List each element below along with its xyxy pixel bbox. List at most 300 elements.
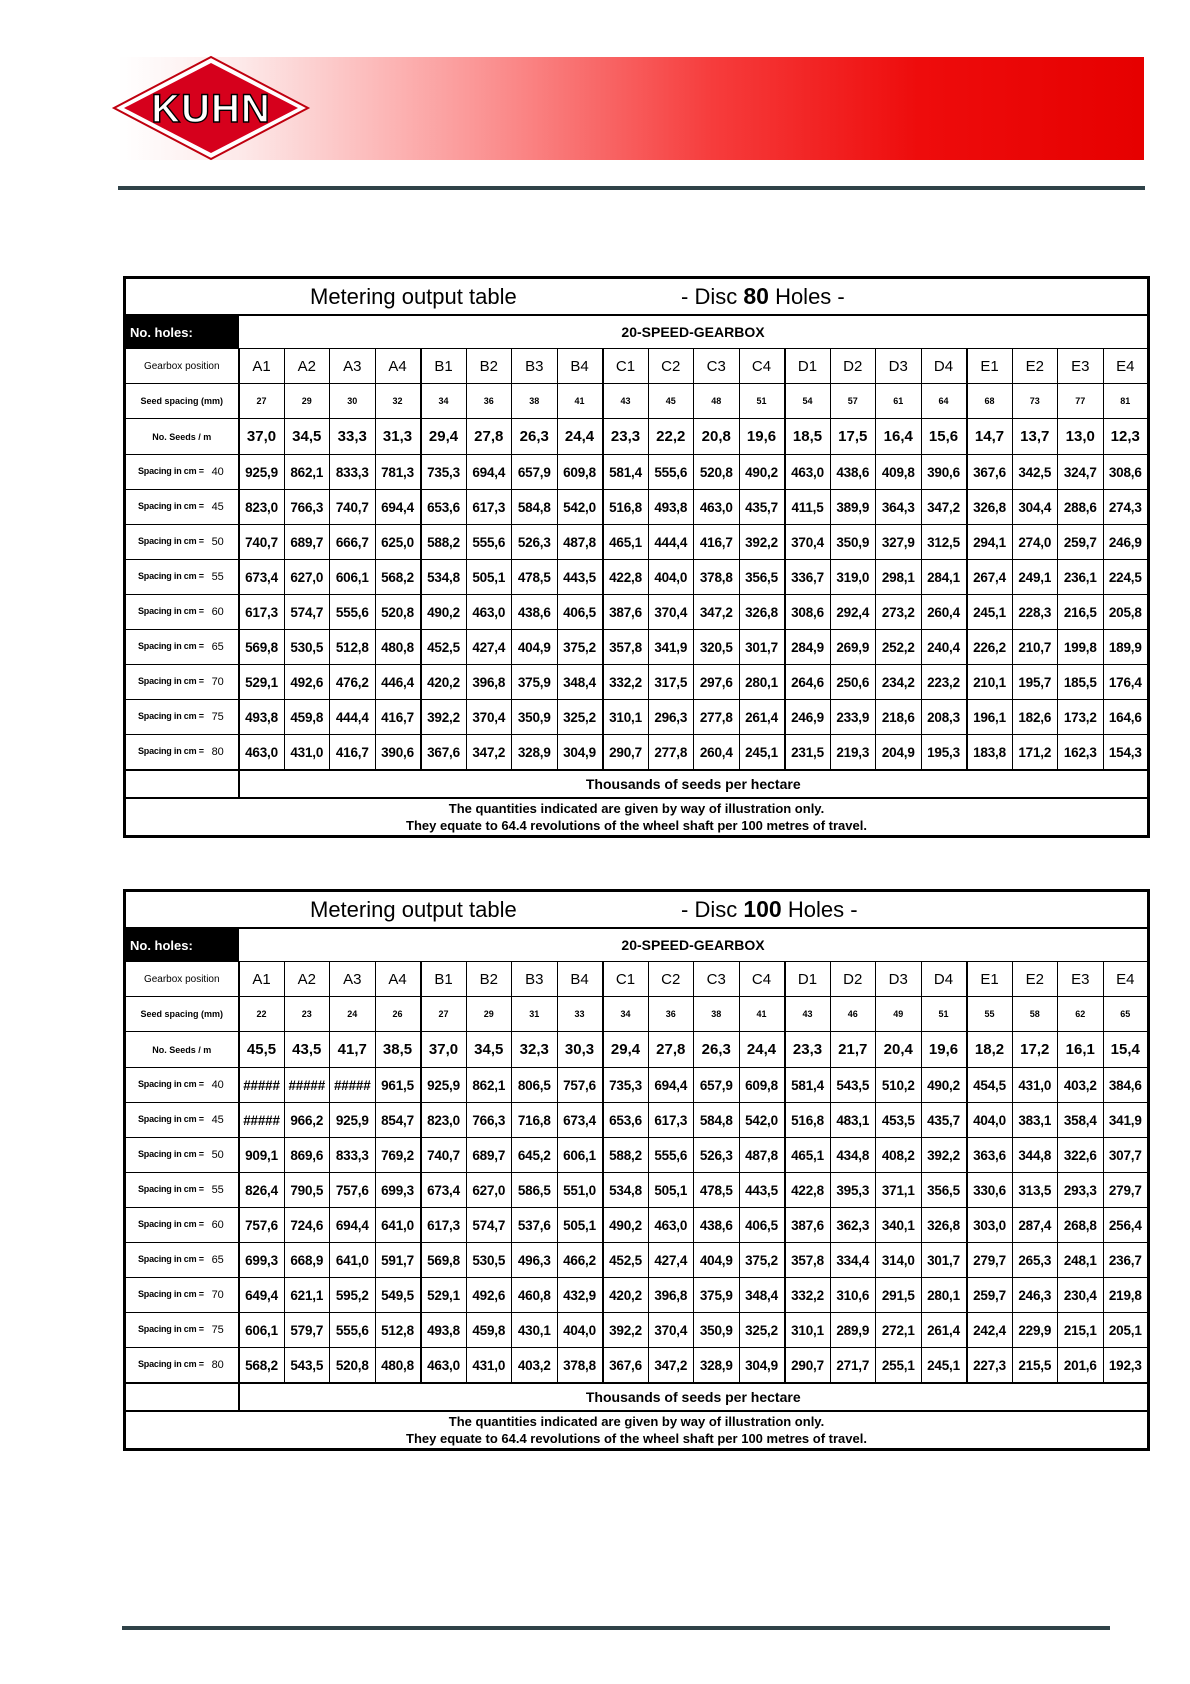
- data-cell: 549,5: [375, 1278, 421, 1313]
- data-cell: 735,3: [603, 1068, 649, 1103]
- gearbox-position-row-cell: B4: [557, 962, 603, 997]
- data-cell: 284,9: [785, 630, 831, 665]
- spacing-cm-label: [125, 560, 239, 595]
- data-cell: 505,1: [466, 560, 512, 595]
- table-row: [125, 525, 1149, 560]
- data-cell: 520,8: [330, 1348, 376, 1384]
- disc-number: 100: [743, 896, 782, 922]
- data-cell: 250,6: [830, 665, 876, 700]
- spacing-cm-value: 70: [211, 676, 224, 688]
- seeds-per-m-row-cell: 33,3: [330, 419, 376, 455]
- seeds-per-m-row-cell: 41,7: [330, 1032, 376, 1068]
- seed-spacing-row-cell: 22: [239, 997, 285, 1032]
- seed-spacing-row-cell: 62: [1058, 997, 1104, 1032]
- data-cell: 271,7: [830, 1348, 876, 1384]
- seeds-per-m-row-cell: 32,3: [512, 1032, 558, 1068]
- data-cell: 294,1: [967, 525, 1013, 560]
- data-cell: 444,4: [648, 525, 694, 560]
- data-cell: 766,3: [284, 490, 330, 525]
- data-cell: 392,2: [921, 1138, 967, 1173]
- data-cell: 465,1: [603, 525, 649, 560]
- seed-spacing-row-cell: 65: [1103, 997, 1149, 1032]
- spacing-cm-value: 65: [211, 641, 224, 653]
- data-cell: 291,5: [876, 1278, 922, 1313]
- data-cell: 164,6: [1103, 700, 1149, 735]
- data-cell: 673,4: [557, 1103, 603, 1138]
- data-cell: 195,7: [1012, 665, 1058, 700]
- data-cell: 389,9: [830, 490, 876, 525]
- data-cell: 228,3: [1012, 595, 1058, 630]
- title-row: [125, 278, 1149, 316]
- data-cell: 694,4: [330, 1208, 376, 1243]
- spacing-cm-value: 55: [211, 1184, 224, 1196]
- spacing-cm-label: [125, 1348, 239, 1384]
- data-cell: 395,3: [830, 1173, 876, 1208]
- data-cell: 699,3: [375, 1173, 421, 1208]
- data-cell: 347,2: [921, 490, 967, 525]
- seeds-per-m-row-cell: 31,3: [375, 419, 421, 455]
- seeds-per-m-row-cell: 12,3: [1103, 419, 1149, 455]
- data-cell: 568,2: [375, 560, 421, 595]
- gearbox-position-row-cell: A3: [330, 962, 376, 997]
- data-cell: 909,1: [239, 1138, 285, 1173]
- seed-spacing-row-cell: 29: [284, 384, 330, 419]
- data-cell: 248,1: [1058, 1243, 1104, 1278]
- seeds-per-m-row-cell: 23,3: [603, 419, 649, 455]
- data-cell: 387,6: [603, 595, 649, 630]
- data-cell: 246,9: [785, 700, 831, 735]
- data-cell: 463,0: [239, 735, 285, 771]
- seed-spacing-row-cell: 41: [557, 384, 603, 419]
- data-cell: 357,8: [603, 630, 649, 665]
- data-cell: 205,8: [1103, 595, 1149, 630]
- data-cell: 416,7: [694, 525, 740, 560]
- holes-value: 80: [238, 324, 254, 340]
- data-cell: 255,1: [876, 1348, 922, 1384]
- data-cell: 463,0: [421, 1348, 467, 1384]
- data-cell: 326,8: [921, 1208, 967, 1243]
- data-cell: 512,8: [330, 630, 376, 665]
- gearbox-position-row-cell: B1: [421, 349, 467, 384]
- data-cell: 555,6: [330, 1313, 376, 1348]
- data-cell: 223,2: [921, 665, 967, 700]
- data-cell: 740,7: [239, 525, 285, 560]
- gearbox-position-row-cell: A4: [375, 349, 421, 384]
- seed-spacing-row-cell: 45: [648, 384, 694, 419]
- data-cell: 240,4: [921, 630, 967, 665]
- data-cell: 435,7: [921, 1103, 967, 1138]
- seed-spacing-row-cell: 61: [876, 384, 922, 419]
- units-label: Thousands of seeds per hectare: [239, 770, 1149, 798]
- spacing-cm-label: [125, 455, 239, 490]
- data-cell: 420,2: [421, 665, 467, 700]
- data-cell: 218,6: [876, 700, 922, 735]
- gearbox-position-row-cell: D3: [876, 349, 922, 384]
- data-cell: 304,9: [557, 735, 603, 771]
- data-cell: 303,0: [967, 1208, 1013, 1243]
- spacing-prefix: Spacing in cm =: [138, 1184, 204, 1194]
- data-cell: 229,9: [1012, 1313, 1058, 1348]
- seeds-per-m-row-cell: 15,6: [921, 419, 967, 455]
- data-cell: 269,9: [830, 630, 876, 665]
- data-cell: 493,8: [239, 700, 285, 735]
- data-cell: 176,4: [1103, 665, 1149, 700]
- seeds-per-m-row-cell: 38,5: [375, 1032, 421, 1068]
- data-cell: 272,1: [876, 1313, 922, 1348]
- data-cell: 427,4: [466, 630, 512, 665]
- data-cell: 242,4: [967, 1313, 1013, 1348]
- table-row: [125, 630, 1149, 665]
- data-cell: 341,9: [1103, 1103, 1149, 1138]
- seed-spacing-row-cell: 51: [739, 384, 785, 419]
- note-cell: [125, 798, 1149, 837]
- gearbox-position-row-cell: E4: [1103, 349, 1149, 384]
- data-cell: 304,9: [739, 1348, 785, 1384]
- table-row: [125, 1278, 1149, 1313]
- data-cell: 653,6: [421, 490, 467, 525]
- table-row: [125, 1208, 1149, 1243]
- seeds-per-m-row-cell: 34,5: [466, 1032, 512, 1068]
- data-cell: 287,4: [1012, 1208, 1058, 1243]
- spacing-cm-label: [125, 1138, 239, 1173]
- data-cell: 581,4: [603, 455, 649, 490]
- data-cell: 617,3: [239, 595, 285, 630]
- seeds-per-m-row-cell: 15,4: [1103, 1032, 1149, 1068]
- data-cell: 443,5: [739, 1173, 785, 1208]
- seeds-per-m-row-cell: 21,7: [830, 1032, 876, 1068]
- seed-spacing-row-cell: 73: [1012, 384, 1058, 419]
- data-cell: 657,9: [694, 1068, 740, 1103]
- data-cell: 534,8: [421, 560, 467, 595]
- seeds-per-m-row-cell: 17,5: [830, 419, 876, 455]
- data-cell: 162,3: [1058, 735, 1104, 771]
- data-cell: 332,2: [603, 665, 649, 700]
- data-cell: 277,8: [648, 735, 694, 771]
- data-cell: 310,1: [603, 700, 649, 735]
- data-cell: 370,4: [466, 700, 512, 735]
- gearbox-position-row-cell: A3: [330, 349, 376, 384]
- data-cell: 260,4: [921, 595, 967, 630]
- seed-spacing-row-cell: 43: [603, 384, 649, 419]
- seed-spacing-row-cell: 30: [330, 384, 376, 419]
- data-cell: 516,8: [603, 490, 649, 525]
- seeds-per-m-row-cell: 26,3: [694, 1032, 740, 1068]
- header-rule: [118, 186, 1145, 190]
- data-cell: 280,1: [739, 665, 785, 700]
- data-cell: 542,0: [739, 1103, 785, 1138]
- data-cell: 569,8: [239, 630, 285, 665]
- disc-label: [681, 284, 845, 309]
- seeds-per-m-row-cell: 27,8: [648, 1032, 694, 1068]
- seed-spacing-row-cell: 38: [694, 997, 740, 1032]
- data-cell: 438,6: [830, 455, 876, 490]
- data-cell: 781,3: [375, 455, 421, 490]
- data-cell: 256,4: [1103, 1208, 1149, 1243]
- table-row: [125, 455, 1149, 490]
- data-cell: 862,1: [284, 455, 330, 490]
- data-cell: 259,7: [967, 1278, 1013, 1313]
- data-cell: 215,1: [1058, 1313, 1104, 1348]
- data-cell: 490,2: [921, 1068, 967, 1103]
- data-cell: 404,0: [557, 1313, 603, 1348]
- seed-spacing-row-cell: 48: [694, 384, 740, 419]
- data-cell: 516,8: [785, 1103, 831, 1138]
- data-cell: 529,1: [421, 1278, 467, 1313]
- data-cell: 378,8: [557, 1348, 603, 1384]
- gearbox-position-row-label: Gearbox position: [125, 349, 239, 384]
- data-cell: 530,5: [466, 1243, 512, 1278]
- data-cell: 649,4: [239, 1278, 285, 1313]
- data-cell: 476,2: [330, 665, 376, 700]
- data-cell: 505,1: [648, 1173, 694, 1208]
- data-cell: #####: [239, 1103, 285, 1138]
- gearbox-position-row-cell: B2: [466, 962, 512, 997]
- data-cell: 249,1: [1012, 560, 1058, 595]
- spacing-cm-value: 45: [211, 1114, 224, 1126]
- data-cell: 689,7: [466, 1138, 512, 1173]
- spacing-cm-label: [125, 735, 239, 771]
- data-cell: 252,2: [876, 630, 922, 665]
- spacing-cm-label: [125, 1103, 239, 1138]
- gearbox-position-row-cell: D1: [785, 962, 831, 997]
- data-cell: 347,2: [648, 1348, 694, 1384]
- data-cell: 961,5: [375, 1068, 421, 1103]
- data-cell: 367,6: [967, 455, 1013, 490]
- data-cell: 673,4: [421, 1173, 467, 1208]
- table-row: [125, 1068, 1149, 1103]
- data-cell: 452,5: [421, 630, 467, 665]
- seed-spacing-row-cell: 41: [739, 997, 785, 1032]
- data-cell: 406,5: [557, 595, 603, 630]
- spacing-cm-label: [125, 1208, 239, 1243]
- data-cell: 312,5: [921, 525, 967, 560]
- data-cell: 529,1: [239, 665, 285, 700]
- seed-spacing-row-cell: 58: [1012, 997, 1058, 1032]
- data-cell: 326,8: [739, 595, 785, 630]
- data-cell: 617,3: [466, 490, 512, 525]
- data-cell: 438,6: [512, 595, 558, 630]
- holes-cell: [125, 315, 254, 349]
- data-cell: 192,3: [1103, 1348, 1149, 1384]
- seed-spacing-row-cell: 81: [1103, 384, 1149, 419]
- spacing-prefix: Spacing in cm =: [138, 641, 204, 651]
- data-cell: 617,3: [421, 1208, 467, 1243]
- data-cell: 520,8: [694, 455, 740, 490]
- data-cell: 298,1: [876, 560, 922, 595]
- holes-cell: [125, 928, 261, 962]
- data-cell: 261,4: [739, 700, 785, 735]
- seeds-per-m-row-cell: 19,6: [921, 1032, 967, 1068]
- data-cell: 724,6: [284, 1208, 330, 1243]
- data-cell: 297,6: [694, 665, 740, 700]
- data-cell: 581,4: [785, 1068, 831, 1103]
- data-cell: 653,6: [603, 1103, 649, 1138]
- data-cell: 292,4: [830, 595, 876, 630]
- data-cell: 466,2: [557, 1243, 603, 1278]
- data-cell: 416,7: [330, 735, 376, 771]
- data-cell: 463,0: [694, 490, 740, 525]
- seeds-per-m-row-cell: 17,2: [1012, 1032, 1058, 1068]
- seeds-per-m-row-cell: 43,5: [284, 1032, 330, 1068]
- spacing-cm-value: 75: [211, 1324, 224, 1336]
- data-cell: 404,9: [512, 630, 558, 665]
- data-cell: 392,2: [603, 1313, 649, 1348]
- data-cell: #####: [330, 1068, 376, 1103]
- data-cell: 215,5: [1012, 1348, 1058, 1384]
- data-cell: 296,3: [648, 700, 694, 735]
- data-cell: 334,4: [830, 1243, 876, 1278]
- gearbox-position-row-cell: E2: [1012, 349, 1058, 384]
- gearbox-position-row-cell: D4: [921, 962, 967, 997]
- data-cell: 595,2: [330, 1278, 376, 1313]
- data-cell: #####: [284, 1068, 330, 1103]
- seeds-per-m-row-cell: 16,1: [1058, 1032, 1104, 1068]
- data-cell: 189,9: [1103, 630, 1149, 665]
- spacing-cm-label: [125, 525, 239, 560]
- data-cell: 289,9: [830, 1313, 876, 1348]
- data-cell: 420,2: [603, 1278, 649, 1313]
- holes-label: No. holes:: [130, 937, 193, 953]
- gearbox-position-row-cell: A2: [284, 349, 330, 384]
- data-cell: 322,6: [1058, 1138, 1104, 1173]
- spacing-cm-label: [125, 490, 239, 525]
- data-cell: 342,5: [1012, 455, 1058, 490]
- seeds-per-m-row-label: No. Seeds / m: [125, 419, 239, 455]
- seed-spacing-row-cell: 49: [876, 997, 922, 1032]
- gearbox-position-row-cell: C2: [648, 962, 694, 997]
- data-cell: 432,9: [557, 1278, 603, 1313]
- data-cell: 236,1: [1058, 560, 1104, 595]
- data-cell: 367,6: [603, 1348, 649, 1384]
- data-cell: 757,6: [557, 1068, 603, 1103]
- data-cell: 245,1: [921, 1348, 967, 1384]
- units-label: Thousands of seeds per hectare: [239, 1383, 1149, 1411]
- disc-suffix: Holes -: [775, 284, 845, 309]
- seed-spacing-row-cell: 29: [466, 997, 512, 1032]
- data-cell: 261,4: [921, 1313, 967, 1348]
- data-cell: 314,0: [876, 1243, 922, 1278]
- data-cell: 591,7: [375, 1243, 421, 1278]
- seeds-per-m-row-cell: 14,7: [967, 419, 1013, 455]
- gearbox-position-row-cell: B3: [512, 349, 558, 384]
- gearbox-position-row-cell: C2: [648, 349, 694, 384]
- disc-number: 80: [743, 283, 769, 309]
- data-cell: 375,2: [739, 1243, 785, 1278]
- data-cell: 277,8: [694, 700, 740, 735]
- units-spacer: [125, 1383, 239, 1411]
- spacing-prefix: Spacing in cm =: [138, 676, 204, 686]
- seeds-per-m-row-cell: 37,0: [421, 1032, 467, 1068]
- units-row: [125, 770, 1149, 798]
- data-cell: 370,4: [785, 525, 831, 560]
- data-cell: 459,8: [284, 700, 330, 735]
- spacing-cm-label: [125, 630, 239, 665]
- spacing-prefix: Spacing in cm =: [138, 1359, 204, 1369]
- spacing-cm-label: [125, 1278, 239, 1313]
- table-row: [125, 700, 1149, 735]
- spacing-cm-label: [125, 595, 239, 630]
- data-cell: 358,4: [1058, 1103, 1104, 1138]
- data-cell: 668,9: [284, 1243, 330, 1278]
- data-cell: 328,9: [512, 735, 558, 771]
- data-cell: 280,1: [921, 1278, 967, 1313]
- units-spacer: [125, 770, 239, 798]
- table-row: [125, 560, 1149, 595]
- data-cell: 505,1: [557, 1208, 603, 1243]
- gearbox-position-row-cell: A2: [284, 962, 330, 997]
- data-cell: 925,9: [330, 1103, 376, 1138]
- data-cell: 310,1: [785, 1313, 831, 1348]
- data-cell: 641,0: [375, 1208, 421, 1243]
- gearbox-position-row-cell: E3: [1058, 349, 1104, 384]
- gearbox-position-row-cell: B2: [466, 349, 512, 384]
- gearbox-position-row-cell: C1: [603, 349, 649, 384]
- data-cell: 483,1: [830, 1103, 876, 1138]
- seed-spacing-row-cell: 36: [466, 384, 512, 419]
- data-cell: 403,2: [512, 1348, 558, 1384]
- data-cell: 790,5: [284, 1173, 330, 1208]
- data-cell: 699,3: [239, 1243, 285, 1278]
- data-cell: 609,8: [557, 455, 603, 490]
- footer-rule: [122, 1626, 1110, 1630]
- data-cell: 201,6: [1058, 1348, 1104, 1384]
- data-cell: 307,7: [1103, 1138, 1149, 1173]
- data-cell: 236,7: [1103, 1243, 1149, 1278]
- gearbox-position-row-cell: E1: [967, 962, 1013, 997]
- metering-table-100: [123, 889, 1150, 1451]
- data-cell: 205,1: [1103, 1313, 1149, 1348]
- gearbox-position-row-cell: E4: [1103, 962, 1149, 997]
- table-row: [125, 595, 1149, 630]
- gearbox-row: [125, 315, 1149, 349]
- spacing-cm-label: [125, 1243, 239, 1278]
- data-cell: 496,3: [512, 1243, 558, 1278]
- data-cell: 757,6: [330, 1173, 376, 1208]
- spacing-cm-value: 60: [211, 1219, 224, 1231]
- spacing-prefix: Spacing in cm =: [138, 466, 204, 476]
- data-cell: 422,8: [785, 1173, 831, 1208]
- data-cell: 444,4: [330, 700, 376, 735]
- spacing-prefix: Spacing in cm =: [138, 1289, 204, 1299]
- data-cell: 185,5: [1058, 665, 1104, 700]
- data-cell: 317,5: [648, 665, 694, 700]
- seeds-per-m-row-cell: 23,3: [785, 1032, 831, 1068]
- data-cell: 431,0: [466, 1348, 512, 1384]
- note-line-1: The quantities indicated are given by way of illustration only.: [448, 1414, 825, 1429]
- seed-spacing-row-cell: 27: [239, 384, 285, 419]
- seed-spacing-row-cell: 46: [830, 997, 876, 1032]
- data-cell: 279,7: [967, 1243, 1013, 1278]
- data-cell: 823,0: [239, 490, 285, 525]
- data-cell: 463,0: [785, 455, 831, 490]
- data-cell: 526,3: [512, 525, 558, 560]
- seed-spacing-row-cell: 51: [921, 997, 967, 1032]
- data-cell: 310,6: [830, 1278, 876, 1313]
- data-cell: 492,6: [466, 1278, 512, 1313]
- data-cell: 869,6: [284, 1138, 330, 1173]
- data-cell: 320,5: [694, 630, 740, 665]
- data-cell: 586,5: [512, 1173, 558, 1208]
- data-cell: 555,6: [330, 595, 376, 630]
- seed-spacing-row-cell: 38: [512, 384, 558, 419]
- data-cell: 435,7: [739, 490, 785, 525]
- data-cell: 396,8: [466, 665, 512, 700]
- data-cell: 694,4: [648, 1068, 694, 1103]
- spacing-prefix: Spacing in cm =: [138, 1324, 204, 1334]
- data-cell: 347,2: [694, 595, 740, 630]
- data-cell: 233,9: [830, 700, 876, 735]
- data-cell: 606,1: [557, 1138, 603, 1173]
